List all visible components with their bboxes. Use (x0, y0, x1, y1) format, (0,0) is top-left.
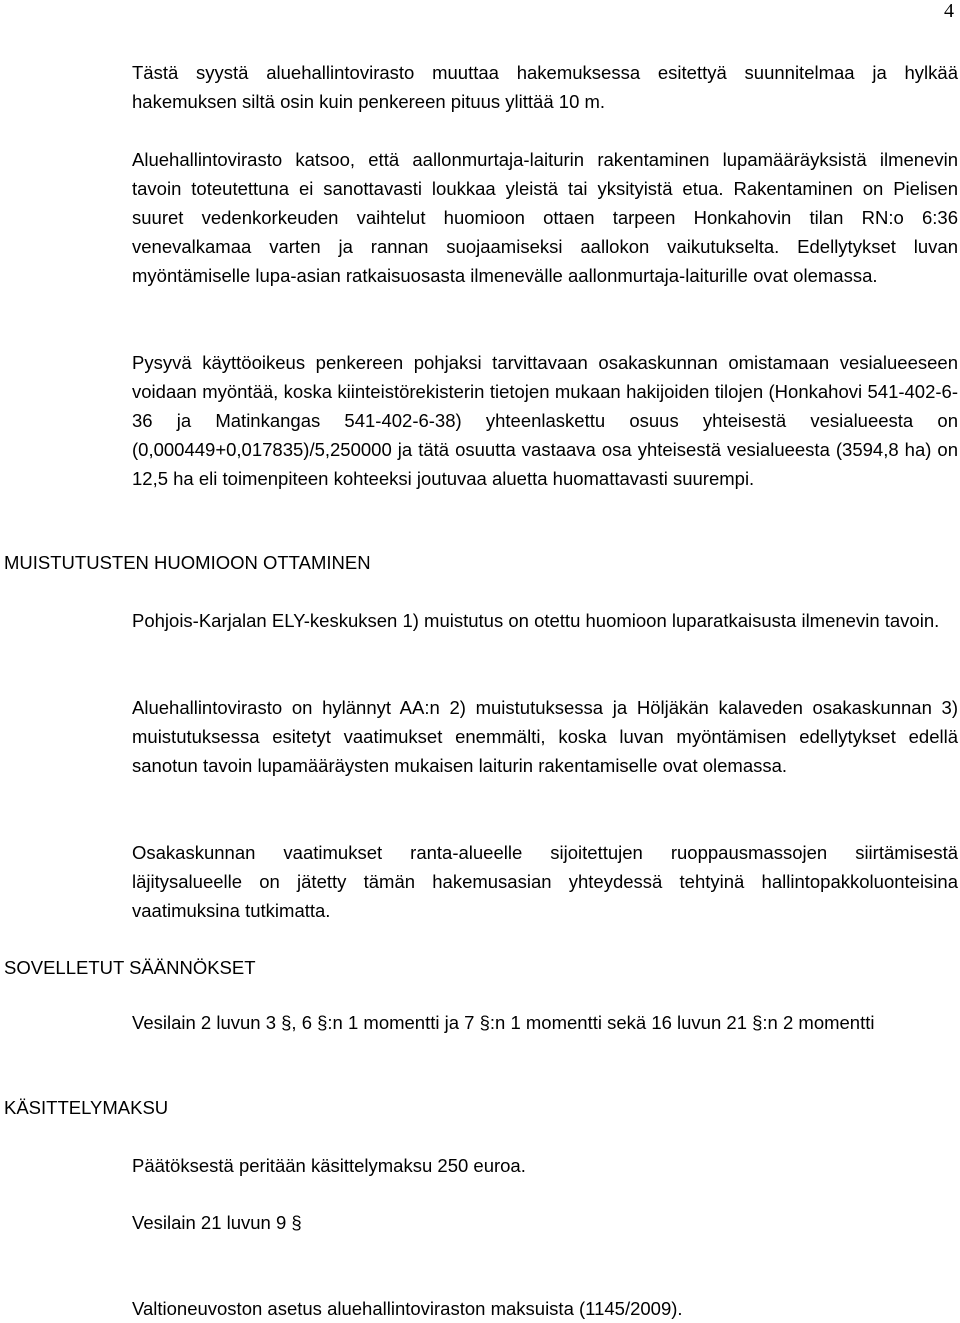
section-heading-objections: MUISTUTUSTEN HUOMIOON OTTAMINEN (4, 552, 371, 573)
page-number: 4 (944, 0, 954, 22)
paragraph-fee-law (132, 1208, 958, 1237)
paragraph-text: Aluehallintovirasto katsoo, että aallonmurtaja-laiturin rakentaminen lupamääräyksistä ilmenevin tavoin toteutettuna ei sanottavasti loukkaa yleistä tai yksityistä etua. Rakentaminen on Pielisen suuret vedenkorkeuden vaihtelut huomioon ottaen tarpeen Honkahovin tilan RN:o 6:36 venevalkamaa varten ja rannan suojaamiseksi aallokon vaikutukselta. Edellytykset luvan myöntämiselle lupa-asian ratkaisuosasta ilmenevälle aallonmurtaja-laiturille ovat olemassa. (132, 149, 958, 286)
paragraph-ely-objection (132, 606, 958, 635)
paragraph-decision-modification (132, 58, 958, 116)
paragraph-text: Pysyvä käyttöoikeus penkereen pohjaksi tarvittavaan osakaskunnan omistamaan vesialueeseen voidaan myöntää, koska kiinteistörekisterin tietojen mukaan hakijoiden tilojen (Honkahovi 541-402-6-36 ja Matinkangas 541-402-6-38) yhteenlaskettu osuus yhteisestä vesialueesta on (0,000449+0,017835)/5,250000 ja tätä osuutta vastaava osa yhteisestä vesialueesta (3594,8 ha) on 12,5 ha eli toimenpiteen kohteeksi joutuvaa aluetta huomattavasti suurempi. (132, 352, 958, 489)
paragraph-text: Vesilain 21 luvun 9 § (132, 1212, 302, 1233)
paragraph-text: Päätöksestä peritään käsittelymaksu 250 euroa. (132, 1155, 526, 1176)
paragraph-text: Pohjois-Karjalan ELY-keskuksen 1) muistutus on otettu huomioon luparatkaisusta ilmenevin tavoin. (132, 610, 940, 631)
paragraph-unexamined-demands (132, 838, 958, 925)
paragraph-text: Tästä syystä aluehallintovirasto muuttaa hakemuksessa esitettyä suunnitelmaa ja hylkää hakemuksen siltä osin kuin penkereen pituus ylittää 10 m. (132, 62, 958, 112)
section-heading-processing-fee: KÄSITTELYMAKSU (4, 1097, 169, 1118)
paragraph-text: Vesilain 2 luvun 3 §, 6 §:n 1 momentti ja 7 §:n 1 momentti sekä 16 luvun 21 §:n 2 momentti (132, 1012, 875, 1033)
paragraph-fee-amount (132, 1151, 958, 1180)
section-heading-applied-provisions: SOVELLETUT SÄÄNNÖKSET (4, 957, 256, 978)
paragraph-applied-provisions (132, 1008, 958, 1037)
paragraph-text: Aluehallintovirasto on hylännyt AA:n 2) muistutuksessa ja Höljäkän kalaveden osakaskunnan 3) muistutuksessa esitetyt vaatimukset enemmälti, koska luvan myöntämisen edellytykset edellä sanotun tavoin lupamääräysten mukaisen laiturin rakentamiselle ovat olemassa. (132, 697, 958, 776)
paragraph-usage-right (132, 348, 958, 493)
paragraph-assessment (132, 145, 958, 290)
paragraph-text: Valtioneuvoston asetus aluehallintoviraston maksuista (1145/2009). (132, 1298, 683, 1319)
paragraph-fee-decree (132, 1294, 958, 1323)
paragraph-rejected-objections (132, 693, 958, 780)
paragraph-text: Osakaskunnan vaatimukset ranta-alueelle sijoitettujen ruoppausmassojen siirtämisestä läjitysalueelle on jätetty tämän hakemusasian yhteydessä tehtyinä hallintopakkoluonteisina vaatimuksina tutkimatta. (132, 842, 958, 921)
